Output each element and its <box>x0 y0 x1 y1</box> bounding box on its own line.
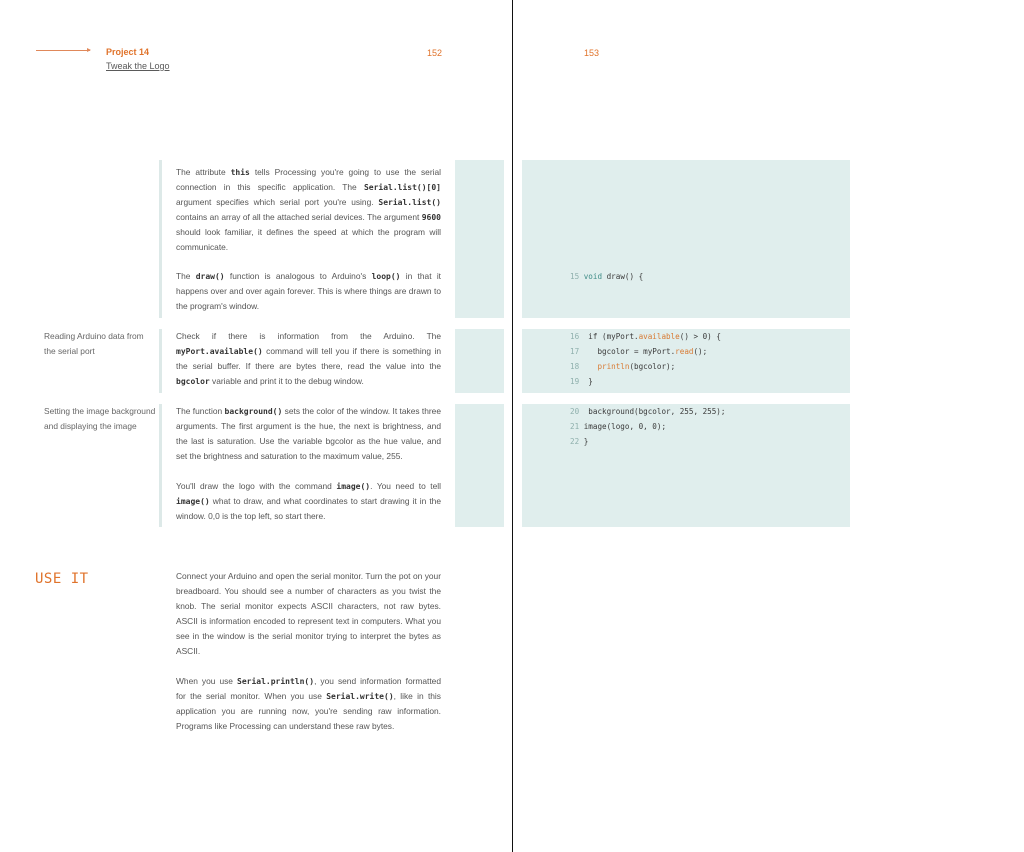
page-number-left: 152 <box>427 48 443 58</box>
code-9600: 9600 <box>421 213 441 222</box>
code-line-18: 18 println(bgcolor); <box>570 362 676 371</box>
paragraph-background-function: The function background() sets the color of the window. It takes three arguments. The first argument is the hue, the next is brightness, and the last is saturation. Use the variable bgcolor as the hue value, and set the brightness and saturation to the maximum value, 255. <box>176 406 441 461</box>
code-myport-available: myPort.available() <box>176 347 263 356</box>
project-label: Project 14 <box>106 47 150 57</box>
code-line-21: 21 image(logo, 0, 0); <box>570 422 667 431</box>
paragraph-use-it-1: Connect your Arduino and open the serial monitor. Turn the pot on your breadboard. You should see a number of characters as you twist the knob. The serial monitor expects ASCII characters, not raw bytes. ASCII is information encoded to represent text in computers. What you see in the window is the serial monitor trying to interpret the bytes as ASCII. <box>176 571 441 656</box>
sidenote-reading-serial: Reading Arduino data from the serial port <box>44 331 144 356</box>
paragraph-serial-setup: The attribute this tells Processing you're going to use the serial connection in this specific application. The Serial.list()[0] argument specifies which serial port you're using. Serial.list() contains an array of all the attached serial devices. The argument 9600 should look familiar, it defines the speed at which the program will communicate. <box>176 167 441 252</box>
paragraph-use-it-2: When you use Serial.println(), you send information formatted for the serial monitor. When you use Serial.write(), like in this application you are running now, you're sending raw information. Programs like Processing can understand these raw bytes. <box>176 676 441 731</box>
margin-bar-2 <box>159 329 162 393</box>
code-line-17: 17 bgcolor = myPort.read(); <box>570 347 708 356</box>
code-background: background() <box>224 407 283 416</box>
code-image-2: image() <box>176 497 210 506</box>
page-spread-divider <box>512 0 513 852</box>
code-this: this <box>230 168 250 177</box>
code-draw: draw() <box>195 272 225 281</box>
code-line-22: 22 } <box>570 437 589 446</box>
code-loop: loop() <box>371 272 401 281</box>
code-bgcolor: bgcolor <box>176 377 210 386</box>
margin-bar-3 <box>159 404 162 527</box>
code-strip-block-1 <box>455 160 504 318</box>
code-strip-block-2 <box>455 329 504 393</box>
section-heading-use-it: USE IT <box>35 571 89 587</box>
project-title-link[interactable]: Tweak the Logo <box>106 61 170 71</box>
sidenote-setting-image: Setting the image background and displaying the image <box>44 406 156 431</box>
header-arrow-icon <box>36 50 90 51</box>
code-panel-1 <box>522 160 850 318</box>
code-line-19: 19 } <box>570 377 593 386</box>
code-serial-list-0: Serial.list()[0] <box>363 183 441 192</box>
paragraph-serial-available: Check if there is information from the Arduino. The myPort.available() command will tell you if there is something in the serial buffer. If there are bytes there, read the value into the bgcolor variable and print it to the debug window. <box>176 331 441 386</box>
code-image: image() <box>336 482 371 491</box>
code-serial-println: Serial.println() <box>237 677 315 686</box>
code-serial-write: Serial.write() <box>326 692 394 701</box>
paragraph-draw-function: The draw() function is analogous to Arduino's loop() in that it happens over and over again forever. This is where things are drawn to the program's window. <box>176 271 442 311</box>
code-line-20: 20 background(bgcolor, 255, 255); <box>570 407 726 416</box>
code-strip-block-3 <box>455 404 504 527</box>
margin-bar-1 <box>159 160 162 318</box>
code-line-15: 15 void draw() { <box>570 272 644 281</box>
code-line-16: 16 if (myPort.available() > 0) { <box>570 332 721 341</box>
paragraph-image-function: You'll draw the logo with the command image(). You need to tell image() what to draw, and what coordinates to start drawing it in the window. 0,0 is the top left, so start there. <box>176 481 441 521</box>
code-serial-list: Serial.list() <box>378 198 441 207</box>
page-number-right: 153 <box>584 48 600 58</box>
